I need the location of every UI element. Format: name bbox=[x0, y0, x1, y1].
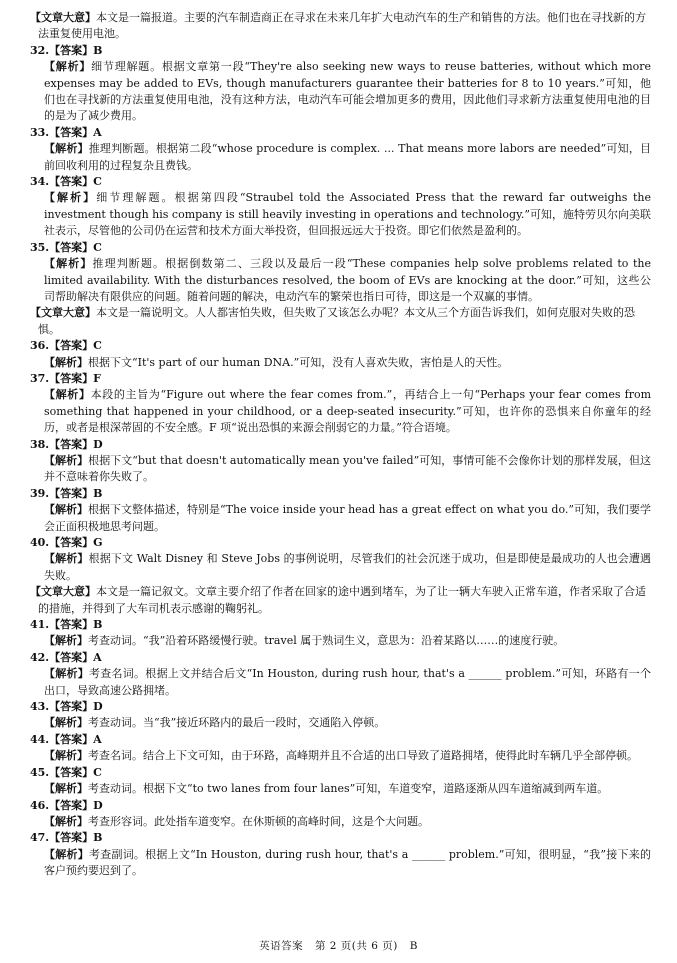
explanation bbox=[44, 59, 651, 125]
answer-letter: D bbox=[93, 437, 103, 451]
section-tag: 【答案】 bbox=[49, 437, 94, 451]
section-tag: 【解析】 bbox=[44, 191, 97, 205]
section-tag: 【答案】 bbox=[49, 765, 94, 779]
explanation bbox=[44, 847, 651, 880]
section-tag: 【答案】 bbox=[49, 175, 94, 189]
section-tag: 【答案】 bbox=[49, 486, 94, 500]
explanation bbox=[44, 715, 651, 731]
explanation bbox=[44, 355, 651, 371]
answer-letter: D bbox=[93, 798, 103, 812]
section-tag: 【答案】 bbox=[49, 125, 94, 139]
section-tag: 【答案】 bbox=[49, 700, 94, 714]
section-tag: 【答案】 bbox=[49, 339, 94, 353]
article-summary bbox=[30, 10, 651, 43]
question-number: 38. bbox=[30, 437, 50, 451]
answer-letter: B bbox=[93, 43, 103, 57]
answer-letter: B bbox=[93, 618, 103, 632]
question-number: 39. bbox=[30, 486, 50, 500]
answer-line bbox=[30, 765, 651, 781]
answer-letter: C bbox=[93, 339, 102, 353]
paragraph-text: 根据下文“It's part of our human DNA.”可知，没有人喜欢失败，害怕是人的天性。 bbox=[88, 355, 509, 369]
explanation bbox=[44, 748, 651, 764]
section-tag: 【答案】 bbox=[49, 650, 94, 664]
section-tag: 【答案】 bbox=[49, 371, 94, 385]
section-tag: 【解析】 bbox=[44, 667, 90, 681]
explanation bbox=[44, 141, 651, 174]
answer-letter: B bbox=[93, 486, 103, 500]
footer-subject: 英语答案 bbox=[259, 940, 304, 952]
answer-line bbox=[30, 732, 651, 748]
section-tag: 【解析】 bbox=[44, 60, 92, 74]
section-tag: 【文章大意】 bbox=[30, 585, 96, 599]
answer-letter: C bbox=[93, 175, 102, 189]
paragraph-text: 本段的主旨为“Figure out where the fear comes from.”，再结合上一句“Perhaps your fear comes from something that happened in your childhood, or a deep-seated insecurity.”可知，也许你的恐惧来自你童年的经历，或者是根深蒂固的不安全感。F 项“说出恐惧的来源会削弱它的力量。”符合语境。 bbox=[44, 388, 652, 435]
answer-letter: B bbox=[93, 831, 103, 845]
section-tag: 【解析】 bbox=[44, 142, 89, 156]
section-tag: 【解析】 bbox=[44, 814, 88, 828]
section-tag: 【解析】 bbox=[44, 749, 88, 763]
section-tag: 【答案】 bbox=[49, 798, 94, 812]
question-number: 47. bbox=[30, 831, 50, 845]
section-tag: 【文章大意】 bbox=[30, 306, 96, 320]
footer-page-number: 第 2 页(共 6 页) bbox=[314, 940, 398, 952]
explanation bbox=[44, 453, 651, 486]
section-tag: 【解析】 bbox=[44, 388, 91, 402]
question-number: 32. bbox=[30, 43, 50, 57]
section-tag: 【文章大意】 bbox=[30, 11, 96, 24]
answer-line bbox=[30, 371, 651, 387]
question-number: 45. bbox=[30, 765, 50, 779]
answer-line bbox=[30, 486, 651, 502]
paragraph-text: 本文是一篇说明文。人人都害怕失败，但失败了又该怎么办呢？本文从三个方面告诉我们，如何克服对失败的恐惧。 bbox=[38, 306, 635, 336]
paragraph-text: 推理判断题。根据倒数第二、三段以及最后一段“These companies help solve problems related to the limited availability. With the disturbances resolved, the boom of EVs are knocking at the door.”可知，这些公司帮助解决有限供应的问题。随着问题的解决，电动汽车的繁荣也指日可待，即这是一个双赢的事情。 bbox=[44, 257, 652, 303]
section-tag: 【解析】 bbox=[44, 257, 93, 271]
answer-line bbox=[30, 43, 651, 59]
answer-line bbox=[30, 535, 651, 551]
answer-letter: D bbox=[93, 700, 103, 714]
answer-letter: A bbox=[93, 650, 102, 664]
answer-line bbox=[30, 650, 651, 666]
section-tag: 【解析】 bbox=[44, 782, 88, 796]
answer-letter: F bbox=[93, 371, 101, 385]
answer-line bbox=[30, 617, 651, 633]
question-number: 36. bbox=[30, 339, 50, 353]
section-tag: 【答案】 bbox=[49, 43, 94, 57]
answer-line bbox=[30, 125, 651, 141]
explanation bbox=[44, 190, 651, 239]
section-tag: 【答案】 bbox=[49, 831, 94, 845]
paragraph-text: 考查副词。根据上文“In Houston, during rush hour, that's a ______ problem.”可知，很明显，“我”接下来的客户预约要迟到了。 bbox=[44, 847, 651, 878]
question-number: 35. bbox=[30, 240, 50, 254]
question-number: 41. bbox=[30, 618, 50, 632]
question-number: 33. bbox=[30, 125, 50, 139]
section-tag: 【解析】 bbox=[44, 552, 89, 566]
answer-letter: C bbox=[93, 240, 102, 254]
explanation bbox=[44, 256, 651, 305]
section-tag: 【解析】 bbox=[44, 355, 88, 369]
paragraph-text: 根据下文整体描述，特别是“The voice inside your head has a great effect on what you do.”可知，我们要学会正面积极地思考问题。 bbox=[44, 503, 652, 533]
section-tag: 【答案】 bbox=[49, 240, 94, 254]
section-tag: 【解析】 bbox=[44, 716, 88, 730]
page-footer bbox=[0, 938, 677, 953]
paragraph-text: 本文是一篇报道。主要的汽车制造商正在寻求在未来几年扩大电动汽车的生产和销售的方法。他们也在寻找新的方法重复使用电池。 bbox=[38, 11, 646, 41]
question-number: 46. bbox=[30, 798, 50, 812]
article-summary bbox=[30, 584, 651, 617]
paragraph-text: 推理判断题。根据第二段“whose procedure is complex. ... That means more labors are needed”可知，目前回收利用的过程复杂且费钱。 bbox=[44, 142, 652, 172]
article-summary bbox=[30, 305, 651, 338]
section-tag: 【答案】 bbox=[49, 732, 94, 746]
paragraph-text: 本文是一篇记叙文。文章主要介绍了作者在回家的途中遇到堵车，为了让一辆大车驶入正常车道，作者采取了合适的措施，并得到了大车司机表示感谢的鞠躬礼。 bbox=[38, 585, 646, 615]
question-number: 44. bbox=[30, 732, 50, 746]
explanation bbox=[44, 666, 651, 699]
question-number: 43. bbox=[30, 700, 50, 714]
footer-version: B bbox=[409, 940, 418, 952]
answer-line bbox=[30, 798, 651, 814]
section-tag: 【答案】 bbox=[49, 618, 94, 632]
answer-line bbox=[30, 830, 651, 846]
section-tag: 【解析】 bbox=[44, 634, 88, 648]
paragraph-text: 考查动词。根据下文“to two lanes from four lanes”可知，车道变窄，道路逐渐从四车道缩减到两车道。 bbox=[88, 782, 609, 796]
section-tag: 【解析】 bbox=[44, 503, 89, 517]
answer-line bbox=[30, 699, 651, 715]
explanation bbox=[44, 633, 651, 649]
section-tag: 【答案】 bbox=[49, 536, 94, 549]
explanation bbox=[44, 387, 651, 436]
question-number: 34. bbox=[30, 175, 50, 189]
section-tag: 【解析】 bbox=[44, 847, 89, 861]
question-number: 40. bbox=[30, 536, 50, 549]
answer-letter: G bbox=[93, 536, 103, 549]
explanation bbox=[44, 814, 651, 830]
paragraph-text: 根据下文 Walt Disney 和 Steve Jobs 的事例说明，尽管我们的社会沉迷于成功，但是即使是最成功的人也会遭遇失败。 bbox=[44, 552, 652, 582]
question-number: 42. bbox=[30, 650, 50, 664]
explanation bbox=[44, 781, 651, 797]
answer-letter: C bbox=[93, 765, 102, 779]
paragraph-text: 考查形容词。此处指车道变窄。在休斯顿的高峰时间，这是个大问题。 bbox=[88, 814, 429, 828]
paragraph-text: 细节理解题。根据第四段“Straubel told the Associated Press that the reward far outweighs the investment though his company is still heavily investing in operations and technology.”可知，施特劳贝尔向美联社表示，尽管他的公司仍在运营和技术方面大举投资，但回报远远大于投资。即它们依然是盈利的。 bbox=[44, 191, 651, 238]
section-tag: 【解析】 bbox=[44, 453, 89, 467]
explanation bbox=[44, 502, 651, 535]
answer-line bbox=[30, 338, 651, 354]
paragraph-text: 根据下文“but that doesn't automatically mean you've failed”可知，事情可能不会像你计划的那样发展，但这并不意味着你失败了。 bbox=[44, 453, 651, 484]
answer-letter: A bbox=[93, 732, 102, 746]
answer-line bbox=[30, 437, 651, 453]
answer-letter: A bbox=[93, 125, 102, 139]
paragraph-text: 细节理解题。根据文章第一段“They're also seeking new ways to reuse batteries, without which more expenses may be added to EVs, though manufacturers guarantee their batteries for 8 to 10 years.”可知，他们也在寻找新的方法重复使用电池，没有这种方法，电动汽车可能会增加更多的费用，因此他们寻求新方法重复使用电池的目的是为了减少费用。 bbox=[44, 60, 652, 123]
answer-content bbox=[30, 10, 651, 880]
explanation bbox=[44, 551, 651, 584]
paragraph-text: 考查动词。“我”沿着环路缓慢行驶。travel 属于熟词生义，意思为：沿着某路以……的速度行驶。 bbox=[88, 634, 565, 648]
paragraph-text: 考查动词。当“我”接近环路内的最后一段时，交通陷入停顿。 bbox=[88, 716, 386, 730]
answer-line bbox=[30, 174, 651, 190]
paragraph-text: 考查名词。根据上文并结合后文“In Houston, during rush hour, that's a ______ problem.”可知，环路有一个出口，导致高速公路拥堵。 bbox=[44, 667, 651, 697]
paragraph-text: 考查名词。结合上下文可知，由于环路，高峰期并且不合适的出口导致了道路拥堵，使得此时车辆几乎全部停顿。 bbox=[88, 749, 638, 763]
question-number: 37. bbox=[30, 371, 50, 385]
answer-line bbox=[30, 240, 651, 256]
